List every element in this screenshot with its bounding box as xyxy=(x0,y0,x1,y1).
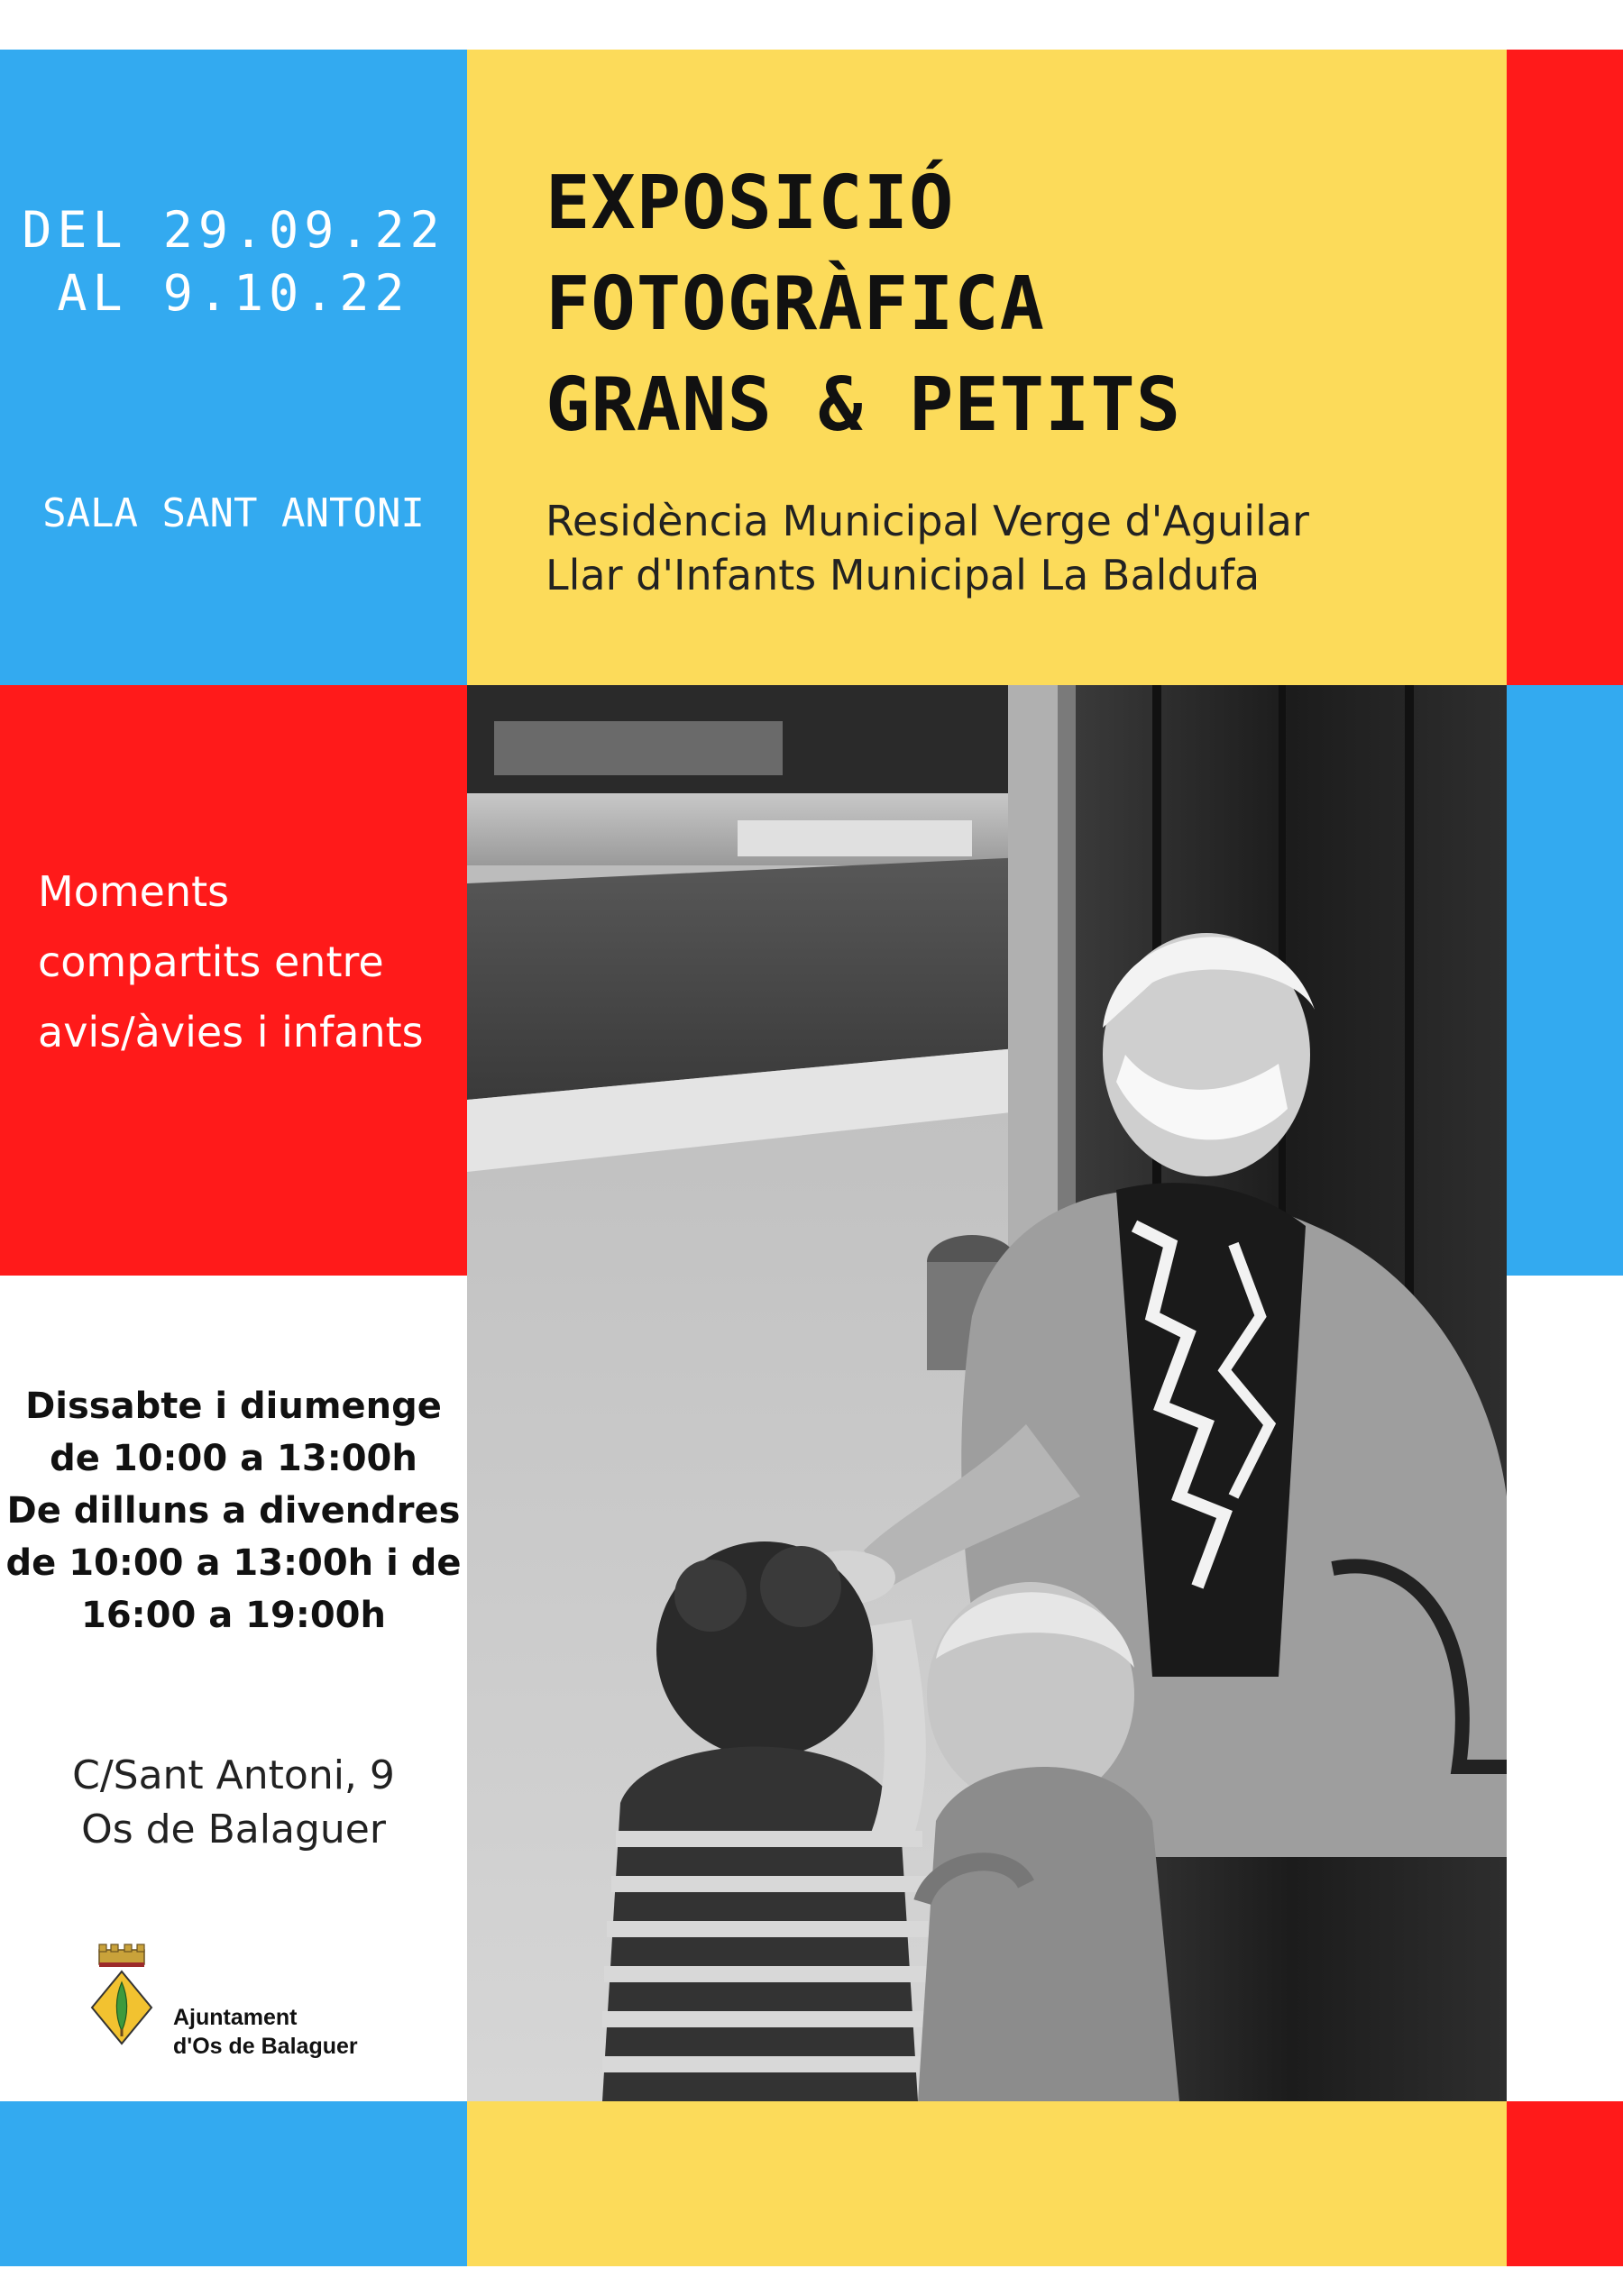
exhibition-photograph xyxy=(467,685,1507,2101)
logo-line-2: d'Os de Balaguer xyxy=(173,2034,358,2059)
title-line-2: FOTOGRÀFICA xyxy=(546,261,1046,347)
bottom-right-red-block xyxy=(1507,2101,1623,2266)
top-left-blue-block xyxy=(0,50,467,685)
tagline-line-3: avis/àvies i infants xyxy=(38,1008,424,1057)
right-blue-block xyxy=(1507,685,1623,1276)
organizer-nursery: Llar d'Infants Municipal La Baldufa xyxy=(546,551,1261,599)
schedule-weekday-hours-1: de 10:00 a 13:00h i de xyxy=(5,1542,462,1584)
photograph-illustration xyxy=(467,685,1507,2101)
schedule-weekdays: De dilluns a divendres xyxy=(6,1490,461,1532)
address-street: C/Sant Antoni, 9 xyxy=(72,1752,395,1798)
logo-line-1: Ajuntament xyxy=(173,2005,298,2030)
address-town: Os de Balaguer xyxy=(81,1807,386,1852)
date-to: AL 9.10.22 xyxy=(57,264,410,322)
coat-of-arms-icon xyxy=(90,1943,153,2051)
bottom-yellow-block xyxy=(467,2101,1507,2266)
tagline-line-1: Moments xyxy=(38,867,230,916)
schedule-weekend-hours: de 10:00 a 13:00h xyxy=(50,1438,417,1479)
title-line-3: GRANS & PETITS xyxy=(546,362,1182,448)
tagline-line-2: compartits entre xyxy=(38,938,384,986)
organizer-residence: Residència Municipal Verge d'Aguilar xyxy=(546,497,1309,545)
municipal-logo xyxy=(90,1943,397,2059)
title-line-1: EXPOSICIÓ xyxy=(546,160,955,246)
date-from: DEL 29.09.22 xyxy=(22,201,445,259)
bottom-left-blue-block xyxy=(0,2101,467,2266)
schedule-weekday-hours-2: 16:00 a 19:00h xyxy=(81,1595,386,1636)
schedule-weekend: Dissabte i diumenge xyxy=(25,1386,442,1427)
top-right-red-block xyxy=(1507,50,1623,685)
venue-name: SALA SANT ANTONI xyxy=(42,490,425,536)
